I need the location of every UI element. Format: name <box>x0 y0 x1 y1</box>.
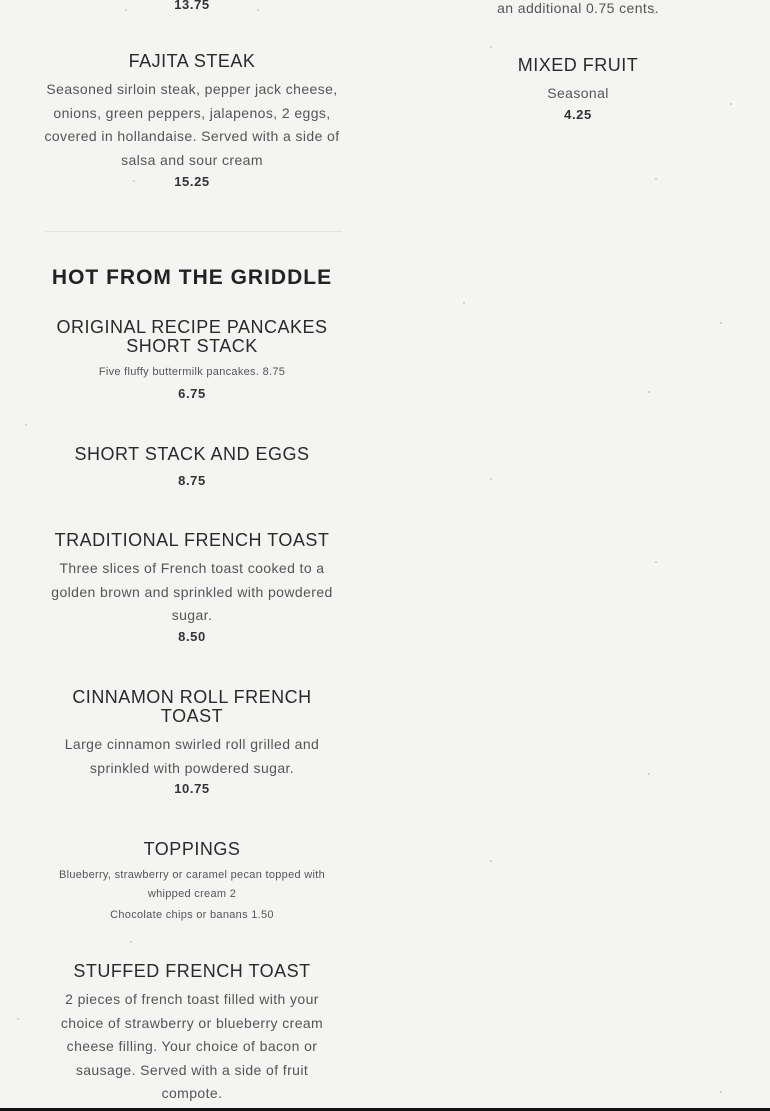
item-name: MIXED FRUIT <box>517 55 639 75</box>
item-price: 8.75 <box>178 473 206 488</box>
speck <box>720 1091 722 1093</box>
speck <box>655 178 657 180</box>
item-price: 8.50 <box>178 628 206 644</box>
menu-item-stuffed-french-toast <box>42 962 342 1106</box>
item-name: FAJITA STEAK <box>128 51 256 71</box>
menu-item-short-stack-eggs <box>42 445 342 488</box>
speck <box>17 1018 19 1020</box>
item-name: ORIGINAL RECIPE PANCAKES SHORT STACK <box>56 317 328 356</box>
speck <box>730 103 732 105</box>
item-name: CINNAMON ROLL FRENCH TOAST <box>72 687 312 726</box>
speck <box>648 391 650 393</box>
item-description: Five fluffy buttermilk pancakes. 8.75 <box>98 366 286 378</box>
speck <box>655 561 657 563</box>
speck <box>648 773 650 775</box>
speck <box>130 941 132 943</box>
menu-item-cinnamon-roll <box>42 688 342 796</box>
item-name: TOPPINGS <box>143 839 241 859</box>
item-price: 10.75 <box>174 781 210 797</box>
item-description: Large cinnamon swirled roll grilled and sprinkled with powdered sugar. <box>64 736 320 776</box>
item-price: 13.75 <box>174 0 210 12</box>
item-price: 4.25 <box>564 106 592 122</box>
item-description: an additional 0.75 cents. <box>497 0 659 16</box>
menu-item-fajita-steak <box>42 52 342 189</box>
menu-item-mixed-fruit <box>428 56 728 122</box>
item-name: SHORT STACK AND EGGS <box>74 444 310 464</box>
item-name: TRADITIONAL FRENCH TOAST <box>54 530 330 550</box>
item-price: 6.75 <box>178 386 206 401</box>
speck <box>463 302 465 304</box>
speck <box>490 860 492 862</box>
menu-item-french-toast <box>42 531 342 644</box>
menu-item-toppings <box>42 840 342 925</box>
item-description: Seasonal <box>547 85 609 101</box>
item-price: 15.25 <box>174 174 210 190</box>
item-name: STUFFED FRENCH TOAST <box>73 961 311 981</box>
speck <box>25 424 27 426</box>
menu-item-pancakes <box>42 318 342 401</box>
speck <box>490 46 492 48</box>
item-description: Seasoned sirloin steak, pepper jack cheese, onions, green peppers, jalapenos, 2 eggs, covered in hollandaise. Served with a side of salsa and sour cream <box>44 81 340 168</box>
item-description: Chocolate chips or banans 1.50 <box>110 909 274 921</box>
item-description: Blueberry, strawberry or caramel pecan topped with whipped cream 2 <box>58 869 326 900</box>
speck <box>490 478 492 480</box>
section-title: HOT FROM THE GRIDDLE <box>51 266 333 289</box>
section-divider <box>45 231 342 232</box>
item-description: 2 pieces of french toast filled with your choice of strawberry or blueberry cream cheese filling. Your choice of bacon or sausage. Served with a side of fruit compote. <box>60 991 324 1102</box>
speck <box>720 322 722 324</box>
item-description: Three slices of French toast cooked to a golden brown and sprinkled with powdered sugar. <box>51 560 333 624</box>
